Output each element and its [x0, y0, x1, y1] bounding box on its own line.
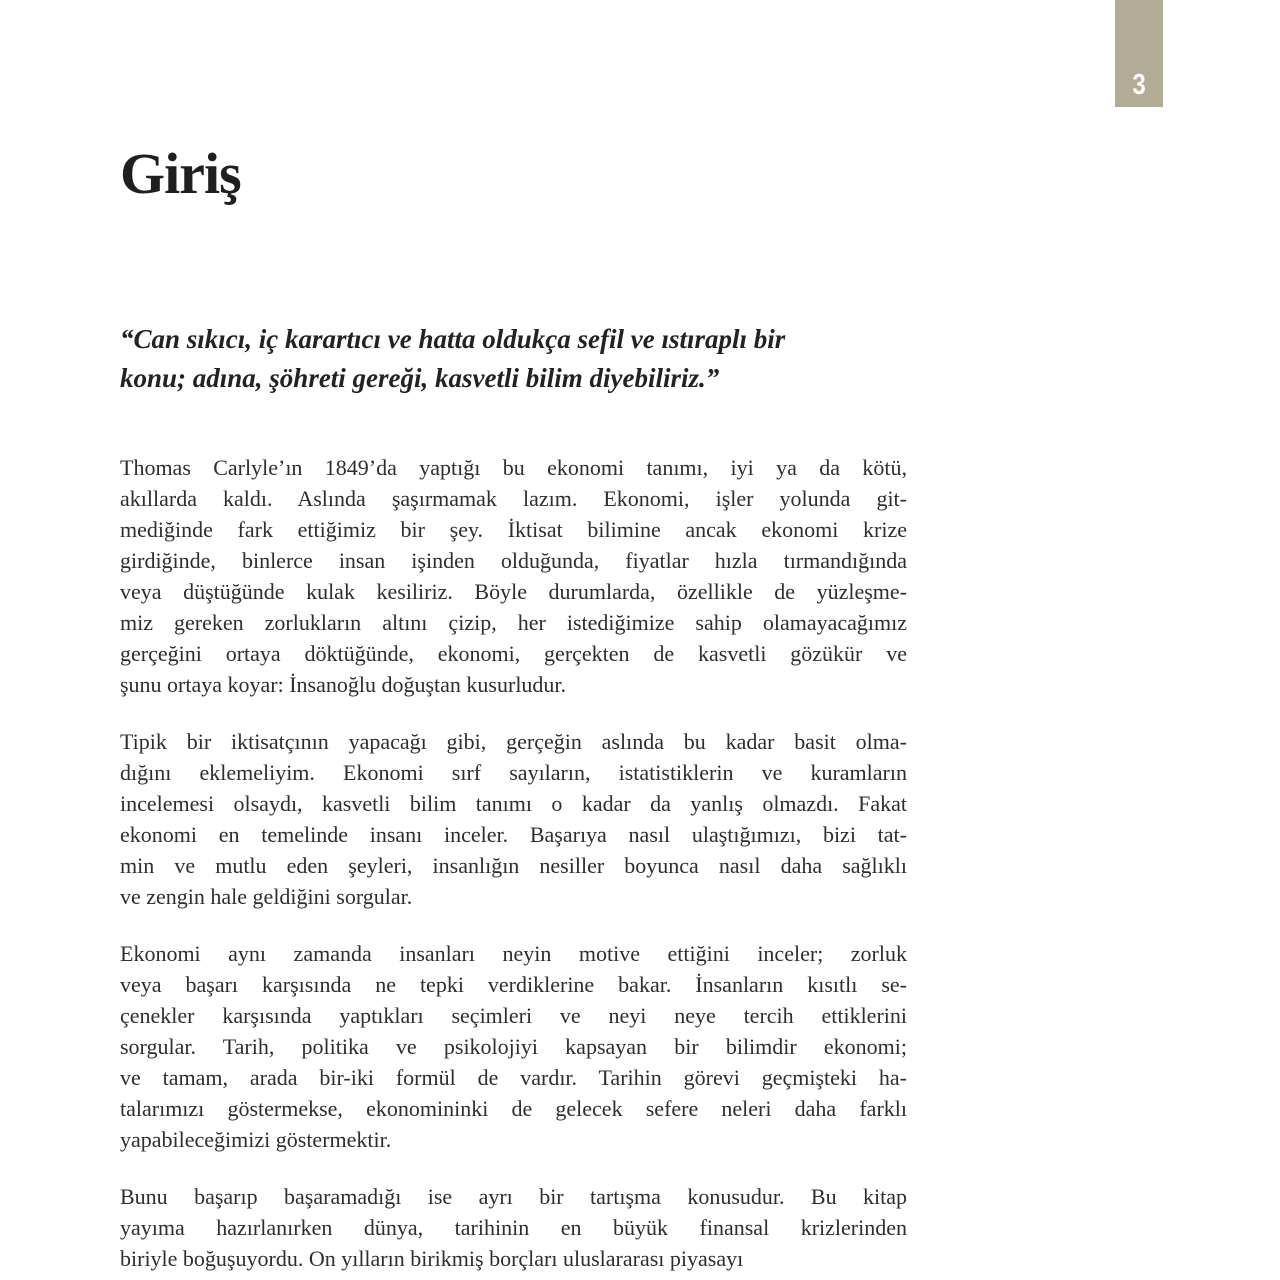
body-paragraph — [120, 938, 907, 1155]
text-line: veya düştüğünde kulak kesiliriz. Böyle durumlarda, özellikle de yüzleşme- — [120, 579, 907, 604]
text-line: Ekonomi aynı zamanda insanları neyin motive ettiğini inceler; zorluk — [120, 941, 907, 966]
text-line: girdiğinde, binlerce insan işinden olduğunda, fiyatlar hızla tırmandığında — [120, 548, 907, 573]
text-line: şunu ortaya koyar: İnsanoğlu doğuştan kusurludur. — [120, 672, 567, 697]
text-line: biriyle boğuşuyordu. On yılların birikmiş borçları uluslararası piyasayı — [120, 1246, 744, 1271]
page-number: 3 — [1132, 69, 1146, 101]
text-line: incelemesi olsaydı, kasvetli bilim tanımı o kadar da yanlış olmazdı. Fakat — [120, 791, 907, 816]
body-paragraph — [120, 452, 907, 700]
quote-line: “Can sıkıcı, iç karartıcı ve hatta oldukça sefil ve ıstıraplı bir — [120, 324, 786, 354]
quote-line: konu; adına, şöhreti gereği, kasvetli bilim diyebiliriz.” — [120, 363, 720, 393]
text-line: veya başarı karşısında ne tepki verdiklerine bakar. İnsanların kısıtlı se- — [120, 972, 907, 997]
page-number-tab — [1115, 0, 1163, 107]
text-line: min ve mutlu eden şeyleri, insanlığın nesiller boyunca nasıl daha sağlıklı — [120, 853, 907, 878]
text-line: miz gereken zorlukların altını çizip, her istediğimize sahip olamayacağımız — [120, 610, 907, 635]
text-line: Thomas Carlyle’ın 1849’da yaptığı bu ekonomi tanımı, iyi ya da kötü, — [120, 455, 907, 480]
text-line: talarımızı göstermekse, ekonomininki de gelecek sefere neleri daha farklı — [120, 1096, 907, 1121]
text-line: ve zengin hale geldiğini sorgular. — [120, 884, 413, 909]
text-line: yapabileceğimizi göstermektir. — [120, 1127, 392, 1152]
text-line: çenekler karşısında yaptıkları seçimleri ve neyi neye tercih ettiklerini — [120, 1003, 907, 1028]
epigraph-quote — [120, 320, 920, 398]
text-line: Bunu başarıp başaramadığı ise ayrı bir tartışma konusudur. Bu kitap — [120, 1184, 907, 1209]
text-line: dığını eklemeliyim. Ekonomi sırf sayıların, istatistiklerin ve kuramların — [120, 760, 907, 785]
text-line: sorgular. Tarih, politika ve psikolojiyi kapsayan bir bilimdir ekonomi; — [120, 1034, 907, 1059]
text-line: ve tamam, arada bir-iki formül de vardır. Tarihin görevi geçmişteki ha- — [120, 1065, 907, 1090]
text-line: mediğinde fark ettiğimiz bir şey. İktisat bilimine ancak ekonomi krize — [120, 517, 907, 542]
body-paragraph — [120, 1181, 907, 1274]
text-line: ekonomi en temelinde insanı inceler. Başarıya nasıl ulaştığımızı, bizi tat- — [120, 822, 907, 847]
body-text — [120, 452, 907, 1274]
chapter-title: Giriş — [120, 141, 241, 206]
text-line: akıllarda kaldı. Aslında şaşırmamak lazım. Ekonomi, işler yolunda git- — [120, 486, 907, 511]
body-paragraph — [120, 726, 907, 912]
text-line: yayıma hazırlanırken dünya, tarihinin en büyük finansal krizlerinden — [120, 1215, 907, 1240]
text-line: Tipik bir iktisatçının yapacağı gibi, gerçeğin aslında bu kadar basit olma- — [120, 729, 907, 754]
text-line: gerçeğini ortaya döktüğünde, ekonomi, gerçekten de kasvetli gözükür ve — [120, 641, 907, 666]
